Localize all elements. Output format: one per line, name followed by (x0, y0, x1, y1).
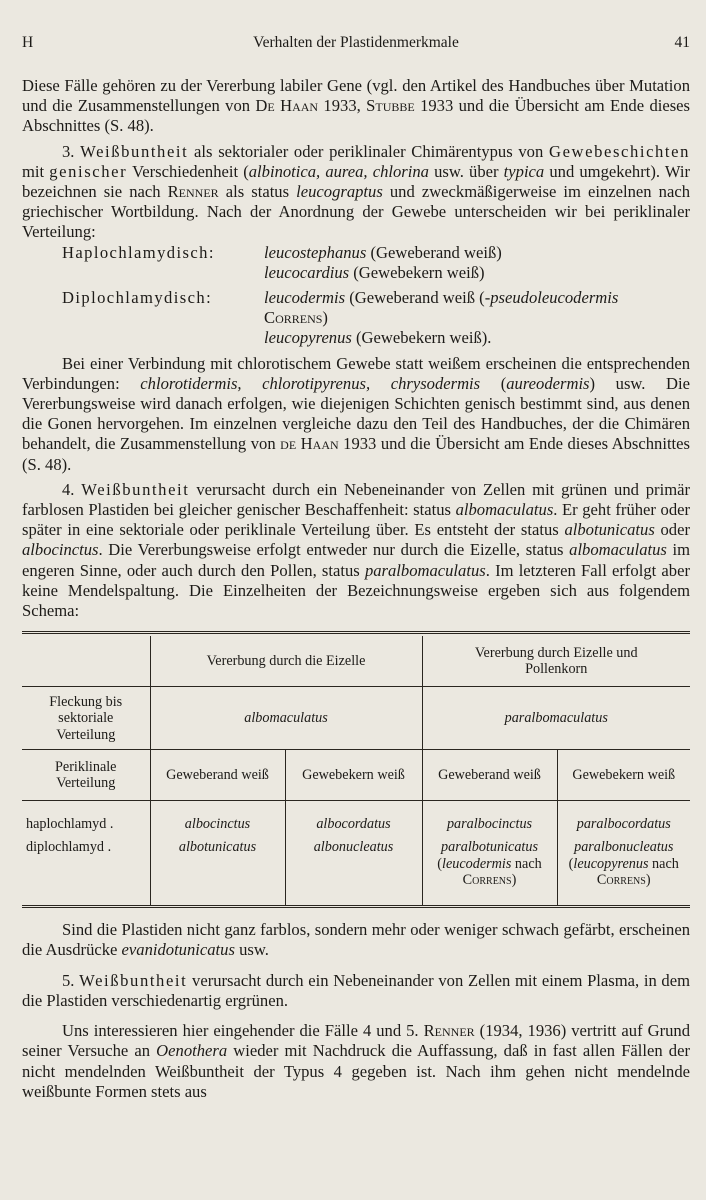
text-run: verursacht durch ein Nebeneinander von Zellen mit einem Plasma, in dem die Plastiden verschiedenartig ergrünen. (22, 970, 691, 1010)
row-label-haplochlamyd: haplochlamyd . (26, 816, 114, 833)
text-run: . Im letzteren Fall erfolgt aber keine Mendelspaltung. Die Einzelheiten der Bezeichnungsweise ergeben sich aus folgendem Schema: (22, 560, 690, 621)
author-correns: Correns (264, 308, 323, 328)
status-row-haplo-2 (22, 263, 690, 283)
running-header (22, 28, 690, 54)
text-run: 3. (62, 141, 81, 161)
term-leucocardius: leucocardius (264, 262, 350, 282)
term-description: (Gewebekern weiß). (351, 328, 492, 348)
paragraph-case-4 (22, 480, 690, 621)
running-title: Verhalten der Plastidenmerkmale (253, 34, 459, 51)
table-row-fleckung (22, 687, 690, 750)
cell-paralbomaculatus: paralbomaculatus (504, 710, 608, 727)
term-leucodermis: leucodermis (264, 288, 346, 308)
paragraph-case-3 (22, 142, 690, 243)
text-run: Renner (423, 1021, 475, 1041)
text-run: chlorotidermis, chlorotipyrenus, chrysodermis (140, 373, 481, 393)
status-label-haplochlamydisch: Haplochlamydisch: (62, 242, 215, 262)
text-run: usw. über (428, 161, 504, 181)
table-row-periklinal (22, 750, 690, 801)
text-run: oder (654, 520, 690, 540)
paragraph-chlorotic (22, 354, 690, 475)
text-run: ) usw. Die Vererbungsweise wird danach erfolgen, wie diejenigen Schichten genisch bestimmt sind, aus denen die Gonen hervorgehen. Im einzelnen vergleiche dazu den Teil des Handbuches, der die Chimären behandelt, die Zusammenstellung von (22, 373, 690, 454)
paragraph-labile-genes (22, 76, 690, 137)
text-run: albotunicatus (564, 520, 655, 540)
status-row-diplo-author (22, 308, 690, 328)
row-label-fleckung: Fleckung bis sektoriale Verteilung (22, 687, 150, 750)
paragraph-case-5 (22, 971, 690, 1011)
term-pseudoleucodermis: pseudoleucodermis (490, 288, 619, 308)
text-run: Oenothera (156, 1041, 228, 1061)
cell-paralbonucleatus: paralbonucleatus (574, 839, 674, 856)
cell-albotunicatus: albotunicatus (178, 839, 257, 856)
section-letter: H (22, 34, 34, 51)
text-run: Sind die Plastiden nicht ganz farblos, sondern mehr oder weniger schwach gefärbt, erscheinen die Ausdrücke (22, 920, 690, 960)
text-run: 1933 und die Übersicht am Ende dieses Abschnittes (S. 48). (22, 434, 690, 474)
text-run: 4. (62, 479, 82, 499)
row-label-diplochlamyd: diplochlamyd . (22, 839, 150, 907)
text-run: Bei einer Verbindung mit chlorotischem Gewebe statt weißem erscheinen die entsprechenden Verbindungen: (22, 353, 690, 393)
text-run: de Haan (280, 434, 339, 454)
note-author: Correns (462, 872, 512, 889)
text-run: typica (503, 161, 545, 181)
text-run: usw. (234, 940, 269, 960)
term-leucostephanus: leucostephanus (264, 242, 367, 262)
status-label-diplochlamydisch: Diplochlamydisch: (62, 288, 213, 308)
text-run: und umgekehrt). Wir bezeichnen sie nach (22, 161, 690, 202)
note-rest: nach (511, 855, 542, 872)
text-run: aureodermis (506, 373, 590, 393)
text-run: . Er geht früher oder später in eine sektoriale oder periklinale Verteilung über. Es entsteht der status (22, 500, 691, 540)
text-run: 1933, (318, 96, 367, 116)
cell-albocinctus: albocinctus (184, 816, 251, 833)
text-run: De Haan (255, 96, 319, 116)
text-run: Weißbuntheit (79, 970, 188, 990)
text-run: im engeren Sinne, oder auch durch den Pollen, status (22, 540, 690, 580)
cell-paralbotunicatus: paralbotunicatus (441, 839, 538, 856)
text-run: albomaculatus (455, 500, 554, 520)
text-run: . Die Vererbungsweise erfolgt entweder nur durch die Eizelle, status (98, 540, 570, 560)
paragraph-renner (22, 1021, 690, 1102)
text-run: mit (22, 161, 50, 181)
text-run: genischer (49, 161, 128, 181)
text-run: paralbomaculatus (364, 560, 486, 580)
term-description: (Geweberand weiß) (366, 242, 502, 262)
note-rest: nach (648, 855, 679, 872)
status-row-diplo-1 (22, 288, 690, 308)
text-run: albomaculatus (569, 540, 667, 560)
header-egg-cell: Vererbung durch die Eizelle (150, 636, 422, 687)
table-header-row (22, 636, 690, 687)
cell-geweberand-egg: Geweberand weiß (150, 750, 285, 801)
note-leucodermis: (leucodermis nach (437, 855, 542, 872)
term-leucopyrenus: leucopyrenus (264, 328, 352, 348)
text-run: als sektorialer oder periklinaler Chimärentypus von (188, 141, 549, 161)
status-row-diplo-2 (22, 328, 690, 348)
status-row-haplo-1 (22, 243, 690, 263)
text-run: 1933 und die Übersicht am Ende dieses Abschnittes (S. 48). (22, 96, 690, 136)
text-run: Uns interessieren hier eingehender die Fälle 4 und 5. (62, 1021, 424, 1041)
note-term: leucopyrenus (573, 855, 649, 872)
text-run: Stubbe (366, 96, 415, 116)
closing-paren: ) (322, 308, 328, 328)
cell-albomaculatus: albomaculatus (244, 710, 328, 727)
term-description: (Geweberand weiß (- (345, 288, 491, 308)
table-row-diplochlamyd: diplochlamyd . albotunicatus albonucleatus paralbotunicatus (leucodermis nach Correns) paralbonucleatus (leucopyrenus nach Correns) (22, 839, 690, 907)
cell-gewebekern-pollen: Gewebekern weiß (557, 750, 690, 801)
text-run: und zweckmäßigerweise im einzelnen nach griechischer Wortbildung. Nach der Anordnung der Gewebe unterscheiden wir bei periklinaler Verteilung: (22, 182, 690, 242)
text-run: als status (218, 182, 297, 202)
text-run: evanidotunicatus (121, 940, 235, 960)
cell-albocordatus: albocordatus (316, 816, 391, 833)
status-list (22, 243, 690, 349)
note-term: leucodermis (442, 855, 512, 872)
note-leucopyrenus: (leucopyrenus nach (568, 855, 679, 872)
cell-albonucleatus: albonucleatus (313, 839, 394, 856)
paragraph-evanidotunicatus (22, 920, 690, 960)
text-run: Weißbuntheit (80, 141, 189, 161)
cell-paralbocinctus: paralbocinctus (446, 816, 533, 833)
cell-gewebekern-egg: Gewebekern weiß (285, 750, 422, 801)
text-run: Renner (167, 182, 219, 202)
note-author: Correns (596, 872, 646, 889)
row-label-periklinal: Periklinale Verteilung (22, 750, 150, 801)
book-page (22, 28, 690, 1102)
text-run: verursacht durch ein Nebeneinander von Zellen mit grünen und primär farblosen Plastiden bei gleicher genischer Beschaffenheit: status (22, 479, 690, 520)
header-egg-pollen: Vererbung durch Eizelle und Pollenkorn (422, 636, 690, 687)
table-row-haplochlamyd (22, 801, 690, 840)
text-run: Diese Fälle gehören zu der Vererbung labiler Gene (vgl. den Artikel des Handbuches über Mutation und die Zusammenstellungen von (22, 76, 690, 116)
text-run: 5. (62, 970, 80, 990)
text-run: wieder mit Nachdruck die Auffassung, daß in fast allen Fällen der nicht mendelnden Weißbuntheit der Typus 4 gegeben ist. Nach ihm gehen nicht mendelnde weißbunte Formen stets aus (22, 1041, 690, 1101)
page-number: 41 (674, 34, 690, 51)
cell-paralbocordatus: paralbocordatus (576, 816, 671, 833)
text-run: albinotica, aurea, chlorina (248, 161, 429, 181)
text-run: Verschiedenheit ( (127, 161, 249, 181)
text-run: (1934, 1936) vertritt auf Grund seiner Versuche an (22, 1021, 691, 1061)
term-description: (Gewebekern weiß) (349, 262, 485, 282)
nomenclature-scheme-table (22, 631, 690, 908)
text-run: Gewebeschichten (548, 141, 691, 161)
text-run: leucograptus (296, 182, 383, 202)
text-run: ( (480, 373, 507, 393)
text-run: Weißbuntheit (81, 479, 190, 499)
text-run: albocinctus (22, 540, 99, 560)
cell-geweberand-pollen: Geweberand weiß (422, 750, 557, 801)
